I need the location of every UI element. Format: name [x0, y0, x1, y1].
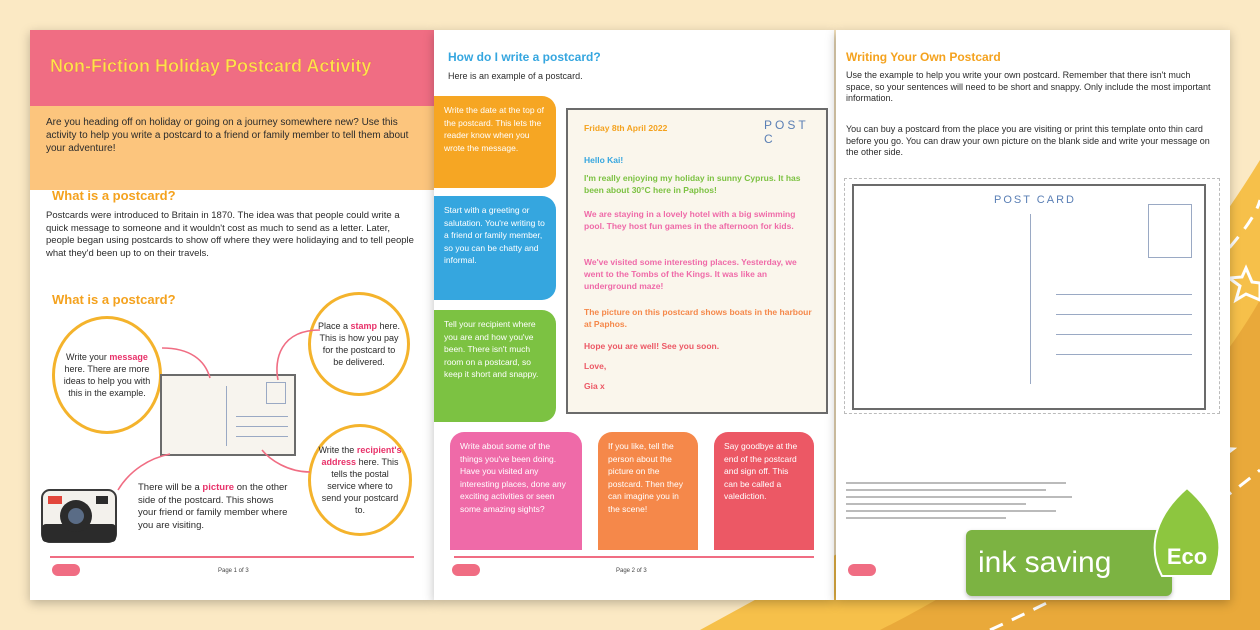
note-date: Friday 8th April 2022 — [584, 123, 668, 133]
tip-valediction: Say goodbye at the end of the postcard and sign off. This can be called a valediction. — [714, 432, 814, 550]
history-paragraph: Postcards were introduced to Britain in 1870. The idea was that people could write a quick message to someone and it wouldn't cost as much to send as a letter. Later, people began using postcards to show off where they were holidaying and to tell people what they'd been up to on their travels. — [46, 210, 414, 259]
tip-picture: If you like, tell the person about the picture on the postcard. Then they can imagine you in the scene! — [598, 432, 698, 550]
bubble-text: Place a — [317, 321, 348, 331]
tip-greeting: Start with a greeting or salutation. You're writing to a friend or family member, so you can be chatty and informal. — [434, 196, 556, 300]
bubble-keyword: stamp — [350, 321, 378, 331]
logo-icon — [452, 564, 480, 576]
caption-keyword: picture — [202, 482, 235, 493]
note-line: Hope you are well! See you soon. — [584, 341, 720, 351]
page-title: Non-Fiction Holiday Postcard Activity — [50, 56, 372, 76]
section-heading: What is a postcard? — [52, 188, 176, 203]
page-number: Page 1 of 3 — [218, 568, 249, 574]
logo-icon — [848, 564, 876, 576]
tip-body: Tell your recipient where you are and how you've been. There isn't much room on a postcard, so keep it short and snappy. — [434, 310, 556, 422]
postcard-header: POST CARD — [994, 194, 1076, 206]
note-line: The picture on this postcard shows boats in the harbour at Paphos. — [584, 307, 812, 329]
example-postcard — [566, 108, 828, 414]
section-heading: How do I write a postcard? — [448, 50, 601, 64]
tip-date: Write the date at the top of the postcard. This lets the reader know when you wrote the message. — [434, 96, 556, 188]
instructions-paragraph: You can buy a postcard from the place you are visiting or print this template onto thin card before you go. You can draw your own picture on the blank side and write your message on the other side. — [846, 124, 1210, 157]
note-line: We've visited some interesting places. Yesterday, we went to the Tombs of the Kings. It was like an underground maze! — [584, 257, 797, 291]
picture-caption — [138, 482, 288, 532]
section-heading: What is a postcard? — [52, 292, 176, 307]
section-heading: Writing Your Own Postcard — [846, 50, 1001, 64]
note-signature: Gia x — [584, 381, 605, 391]
bubble-text: here. This is how you pay for the postcard to be delivered. — [319, 321, 401, 367]
intro-text: Are you heading off on holiday or going on a journey somewhere new? Use this activity to help you write a postcard to a friend or family member to tell them about your adventure! — [46, 117, 409, 154]
bubble-keyword: message — [109, 352, 148, 362]
ink-saving-label: ink saving — [978, 546, 1112, 579]
tip-activities: Write about some of the things you've been doing. Have you visited any interesting places, done any exciting activities or seen some amazing sights? — [450, 432, 582, 550]
note-line: We are staying in a lovely hotel with a big swimming pool. They host fun games in the afternoon for kids. — [584, 209, 796, 231]
note-line: Love, — [584, 361, 607, 371]
leaf-icon — [1142, 484, 1232, 596]
bubble-text: Write the — [318, 445, 355, 455]
example-intro: Here is an example of a postcard. — [448, 71, 583, 81]
bubble-text: here. This tells the postal service where to send your postcard to. — [321, 457, 399, 515]
worksheet-page-1 — [30, 30, 434, 600]
footer-line — [454, 556, 814, 558]
instructions-paragraph: Use the example to help you write your own postcard. Remember that there isn't much space, so your sentences will need to be short and snappy. Only include the most important information. — [846, 70, 1211, 103]
stamp-box — [1148, 204, 1192, 258]
bubble-text: Write your — [66, 352, 107, 362]
fine-print-block — [846, 482, 1076, 524]
bubble-text: here. There are more ideas to help you with this in the example. — [63, 364, 151, 398]
logo-icon — [52, 564, 80, 576]
caption-text: on the other side of the postcard. This shows your friend or family member where you are visiting. — [138, 482, 288, 531]
blank-postcard-template — [852, 184, 1206, 410]
note-line: I'm really enjoying my holiday in sunny Cyprus. It has been about 30°C here in Paphos! — [584, 173, 801, 195]
postcard-header: POST C — [764, 118, 809, 146]
footer-line — [50, 556, 414, 558]
note-greeting: Hello Kai! — [584, 155, 624, 165]
bubble-keyword: recipient's address — [321, 445, 402, 467]
page-number: Page 2 of 3 — [616, 568, 647, 574]
camera-icon — [36, 476, 126, 552]
eco-label: Eco — [1166, 544, 1208, 569]
caption-text: There will be a — [138, 482, 200, 493]
